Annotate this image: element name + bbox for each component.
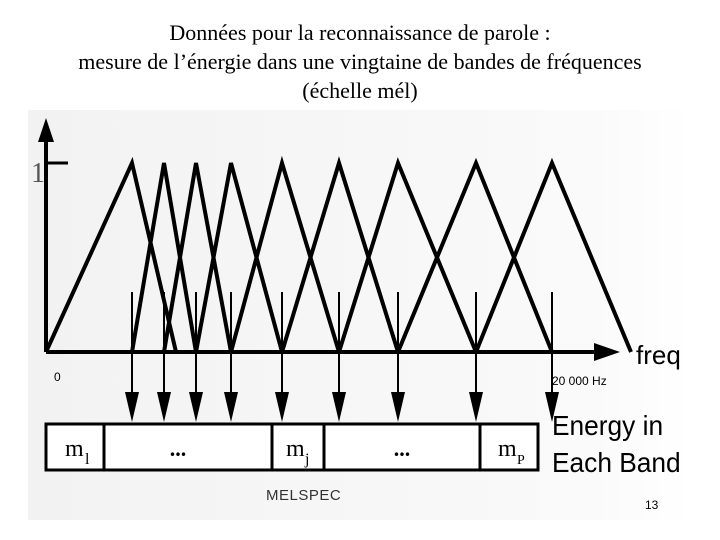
energy-label-line-2: Each Band bbox=[552, 446, 681, 479]
melspec-caption: MELSPEC bbox=[266, 487, 342, 504]
x-start-label: 0 bbox=[54, 370, 61, 384]
slide-number: 13 bbox=[645, 498, 659, 512]
cell-m1-main: m bbox=[65, 436, 84, 462]
cell-mp-sub: P bbox=[517, 453, 525, 468]
title-line-2: mesure de l’énergie dans une vingtaine de bandes de fréquences bbox=[78, 49, 642, 74]
cell-ellipsis-2: ... bbox=[393, 436, 411, 461]
cell-mj-sub: j bbox=[305, 451, 310, 468]
energy-label-line-1: Energy in bbox=[552, 409, 664, 442]
y-tick-label: 1 bbox=[31, 158, 45, 189]
title-line-3: (échelle mél) bbox=[302, 78, 418, 103]
cell-mj-main: m bbox=[286, 436, 305, 462]
x-axis-label: freq bbox=[636, 340, 681, 370]
cell-mp-main: m bbox=[498, 436, 517, 462]
cell-m1-sub: l bbox=[85, 451, 90, 468]
title-line-1: Données pour la reconnaissance de parole : bbox=[169, 20, 551, 45]
cell-ellipsis-1: ... bbox=[169, 436, 187, 461]
x-end-label: 20 000 Hz bbox=[552, 374, 607, 388]
